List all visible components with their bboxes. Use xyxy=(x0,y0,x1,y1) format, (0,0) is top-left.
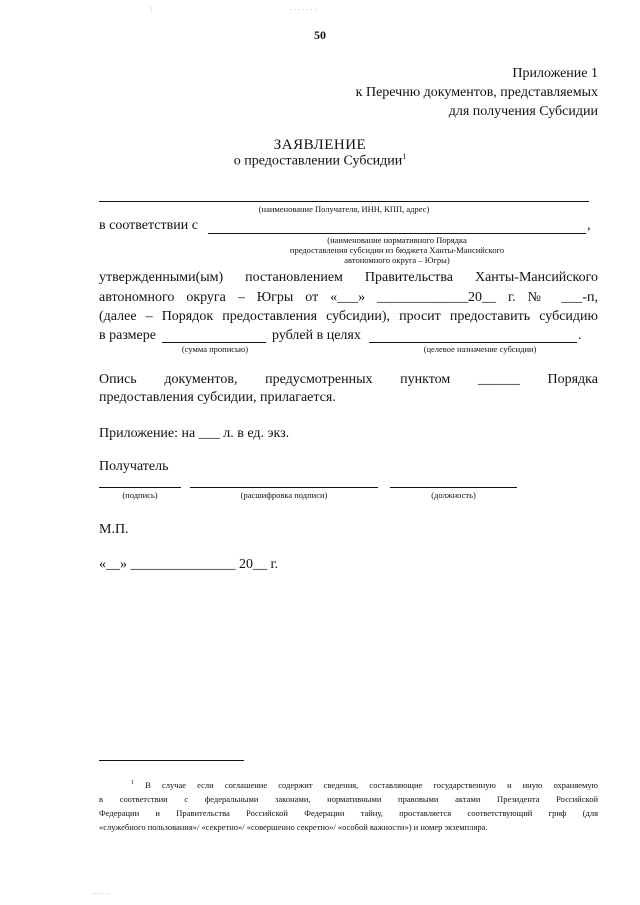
footnote-mark: 1 xyxy=(402,152,407,161)
footnote-line-4: «служебного пользования»/ «секретно»/ «совершенно секретно»/ «особой важности») и номер экземпляра. xyxy=(99,821,488,832)
caption-amount-words: (сумма прописью) xyxy=(181,344,249,354)
body-line-2: автономного округа – Югры от «___» _____________20__ г. № ___-п, xyxy=(99,290,598,305)
annex-line-1: Приложение 1 xyxy=(512,66,598,81)
recipient-line xyxy=(99,201,589,202)
footnote-separator xyxy=(99,760,244,761)
caption-signature-decoded: (расшифровка подписи) xyxy=(240,490,328,500)
inventory-line-1: Опись документов, предусмотренных пунктом ______ Порядка xyxy=(99,372,598,387)
annex-line-3: для получения Субсидии xyxy=(448,104,598,119)
footnote xyxy=(99,776,598,834)
signature-line xyxy=(99,487,181,488)
annex-line-2: к Перечню документов, представляемых xyxy=(355,85,598,100)
attachment-line: Приложение: на ___ л. в ед. экз. xyxy=(99,426,290,441)
footnote-mark-small: 1 xyxy=(131,780,134,786)
scan-mark: ⁝ xyxy=(150,6,153,14)
signature-decoded-line xyxy=(190,487,378,488)
caption-procedure-line-2: предоставления субсидии из бюджета Ханты-Мансийского xyxy=(289,245,505,255)
document-title: ЗАЯВЛЕНИЕ xyxy=(273,137,367,153)
amount-label: в размере xyxy=(99,328,156,343)
caption-signature: (подпись) xyxy=(122,490,158,500)
caption-recipient: (наименование Получателя, ИНН, КПП, адрес) xyxy=(258,204,430,214)
purpose-line xyxy=(369,342,577,343)
stamp-label: М.П. xyxy=(99,522,129,537)
accordance-comma: , xyxy=(587,218,591,233)
amount-end: . xyxy=(578,328,582,343)
inventory-line-2: предоставления субсидии, прилагается. xyxy=(99,390,336,405)
annex-header xyxy=(356,64,598,121)
footnote-line-2: в соответствии с федеральными законами, нормативными правовыми актами Президента Российской xyxy=(99,793,598,804)
date-line: «__» _______________ 20__ г. xyxy=(99,557,279,572)
accordance-line xyxy=(208,233,586,234)
caption-position: (должность) xyxy=(431,490,476,500)
caption-purpose: (целевое назначение субсидии) xyxy=(423,344,537,354)
document-subtitle xyxy=(0,152,640,171)
accordance-label: в соответствии с xyxy=(99,218,198,233)
caption-procedure-line-3: автономного округа – Югры) xyxy=(344,255,450,265)
footnote-line-3: Федерации и Правительства Российской Федерации тайну, проставляется соответствующий гриф (для xyxy=(99,807,598,818)
scan-mark: · · · · · · · xyxy=(290,6,317,14)
subtitle-text: о предоставлении Субсидии xyxy=(233,153,403,169)
footnote-line-1-text: В случае если соглашение содержит сведения, составляющие государственную и иную охраняемую xyxy=(145,779,598,790)
caption-procedure xyxy=(208,235,586,265)
footnote-line-1 xyxy=(99,776,598,792)
amount-words-line xyxy=(162,342,266,343)
amount-mid-label: рублей в целях xyxy=(272,328,361,343)
body-line-1: утвержденными(ым) постановлением Правительства Ханты-Мансийского xyxy=(99,270,598,285)
position-line xyxy=(390,487,517,488)
recipient-label: Получатель xyxy=(99,459,169,474)
scan-mark: ····· ·· xyxy=(92,890,111,898)
page-number: 50 xyxy=(314,28,326,42)
body-line-3: (далее – Порядок предоставления субсидии), просит предоставить субсидию xyxy=(99,309,598,324)
caption-procedure-line-1: (наименование нормативного Порядка xyxy=(327,235,467,245)
